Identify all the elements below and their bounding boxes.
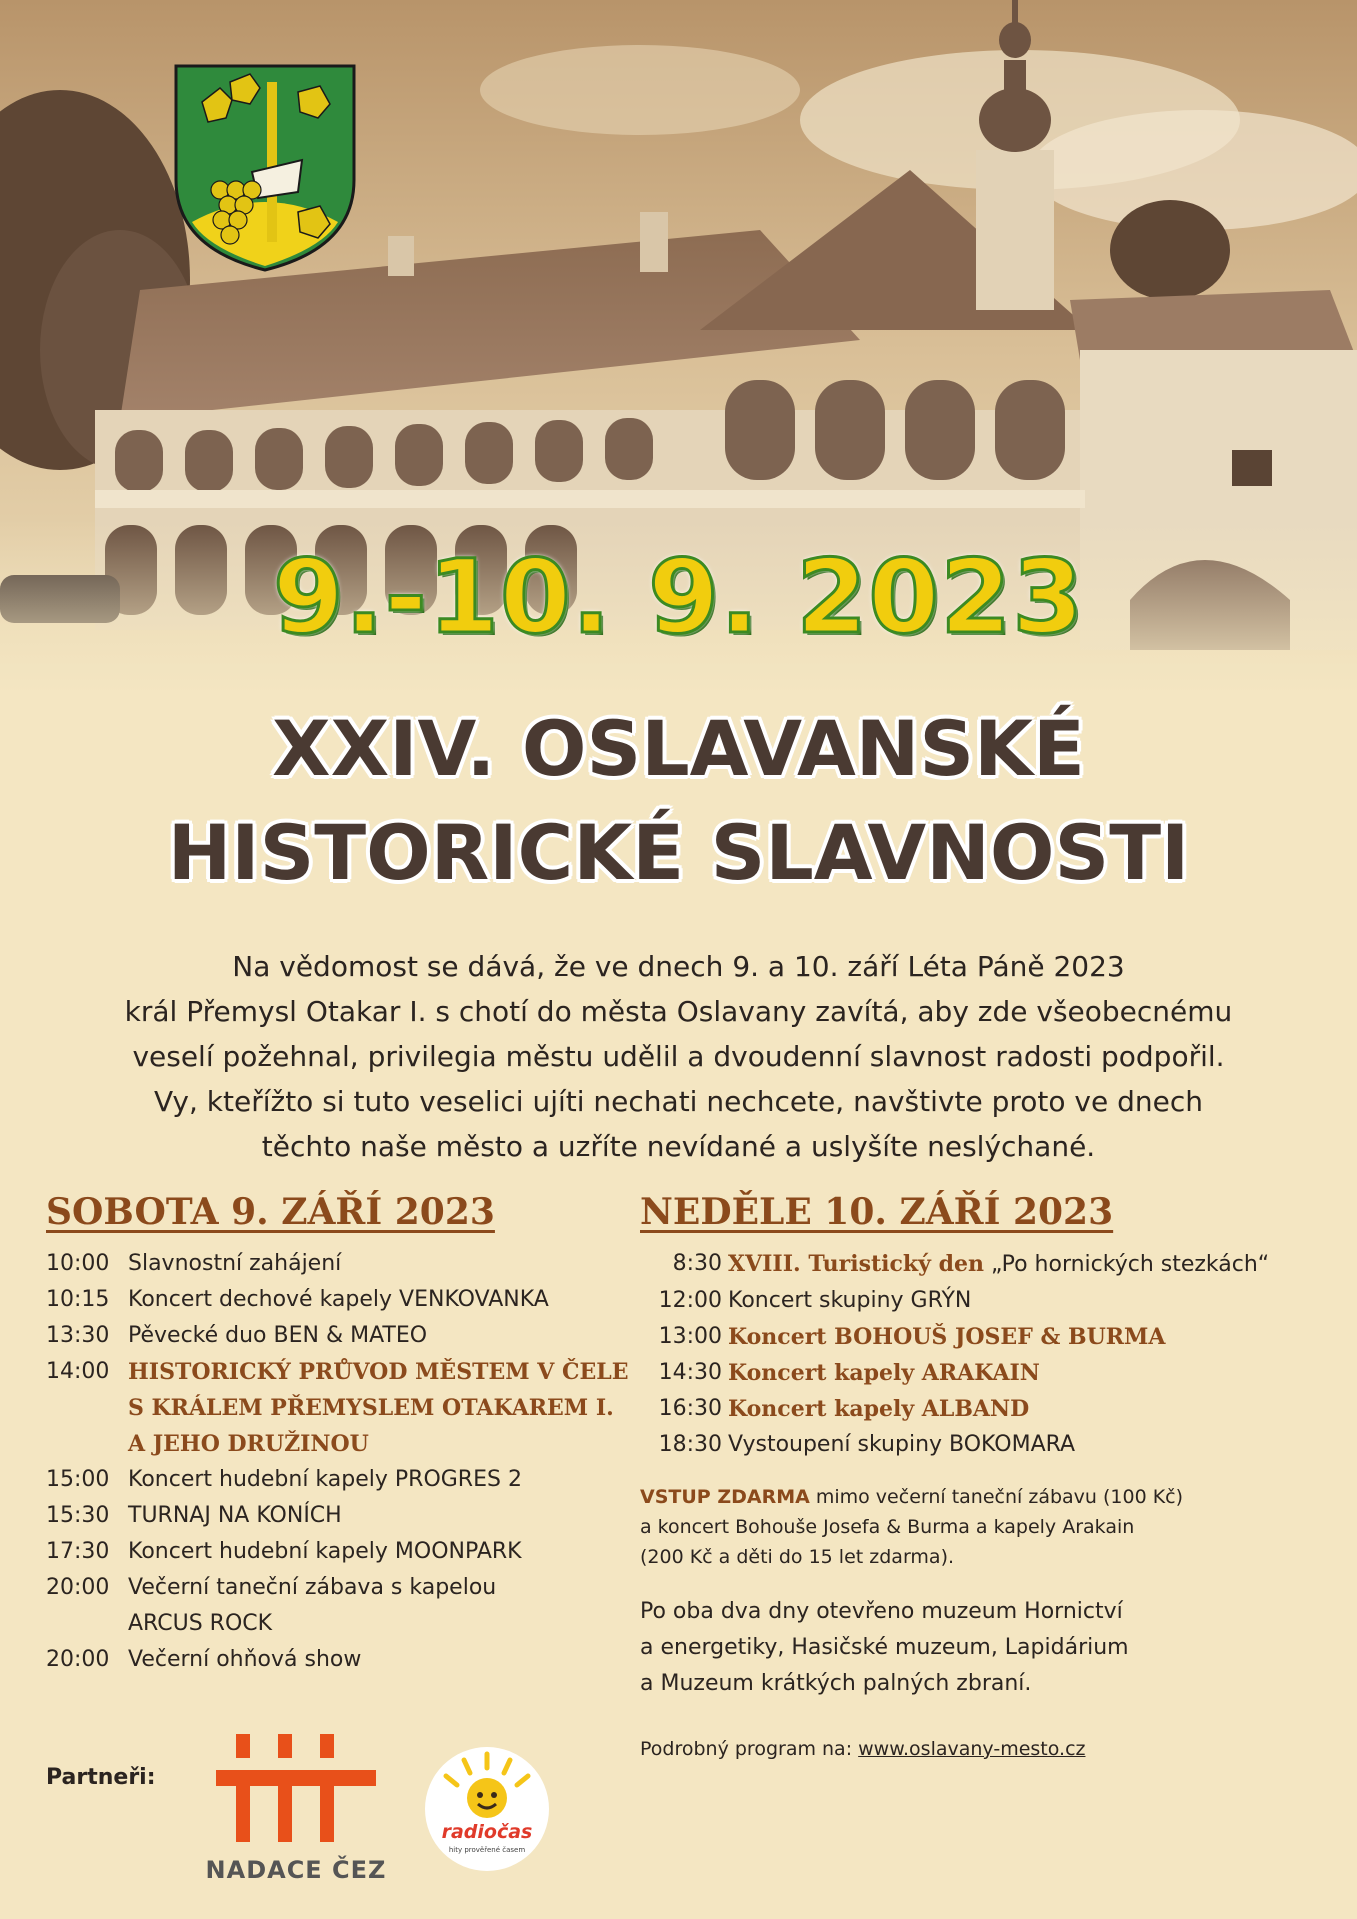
museum-info <box>640 1594 1330 1702</box>
entry-line: a koncert Bohouše Josefa & Burma a kapely Arakain <box>640 1516 1135 1538</box>
museum-line: Po oba dva dny otevřeno muzeum Hornictví <box>640 1599 1123 1624</box>
program-time: 16:30 <box>658 1396 722 1421</box>
program-time: 20:00 <box>46 1647 110 1672</box>
program-time: 12:00 <box>658 1288 722 1313</box>
proclamation-text <box>50 944 1307 1169</box>
program-item <box>640 1391 1330 1427</box>
program-time: 10:00 <box>46 1251 110 1276</box>
program-item <box>46 1570 616 1642</box>
proclamation-line: král Přemysl Otakar I. s chotí do města Oslavany zavítá, aby zde všeobecnému <box>124 995 1233 1028</box>
program-item <box>46 1246 616 1282</box>
saturday-program <box>46 1246 629 1678</box>
program-item <box>640 1283 1330 1319</box>
program-highlight <box>128 1354 628 1462</box>
procession-line1: HISTORICKÝ PRŮVOD MĚSTEM V ČELE <box>128 1359 629 1385</box>
program-item <box>640 1246 1330 1283</box>
radiocas-logo-icon <box>424 1746 550 1872</box>
radio-name: radiočas <box>441 1821 533 1843</box>
program-item <box>46 1282 616 1318</box>
cez-name: NADACE ČEZ <box>205 1856 387 1884</box>
program-text: TURNAJ NA KONÍCH <box>128 1503 342 1528</box>
program-time: 15:00 <box>46 1467 110 1492</box>
program-item <box>46 1642 616 1678</box>
program-text-mixed <box>728 1246 1269 1283</box>
program-time: 10:15 <box>46 1287 110 1312</box>
program-text: Slavnostní zahájení <box>128 1251 342 1276</box>
program-text-multiline <box>128 1570 496 1642</box>
program-time: 18:30 <box>658 1432 722 1457</box>
event-title-line1: XXIV. OSLAVANSKÉ <box>272 704 1085 793</box>
program-item-highlight <box>46 1354 629 1462</box>
procession-line3: A JEHO DRUŽINOU <box>128 1431 369 1457</box>
sunday-program <box>640 1246 1330 1463</box>
program-highlight: Koncert kapely ALBAND <box>728 1396 1030 1422</box>
entry-line: (200 Kč a děti do 15 let zdarma). <box>640 1546 955 1568</box>
entry-line <box>640 1482 1330 1512</box>
program-text: ARCUS ROCK <box>128 1611 273 1636</box>
proclamation-line: Na vědomost se dává, že ve dnech 9. a 10. září Léta Páně 2023 <box>232 950 1125 983</box>
program-text: Večerní taneční zábava s kapelou <box>128 1575 497 1600</box>
museum-line: a energetiky, Hasičské muzeum, Lapidárium <box>640 1635 1129 1660</box>
free-entry-label: VSTUP ZDARMA <box>640 1486 810 1508</box>
entry-text: mimo večerní taneční zábavu (100 Kč) <box>809 1486 1184 1508</box>
program-link[interactable]: www.oslavany-mesto.cz <box>858 1738 1086 1760</box>
details-label: Podrobný program na: <box>640 1738 859 1760</box>
program-time: 8:30 <box>672 1251 722 1276</box>
event-date: 9.-10. 9. 2023 <box>272 538 1085 657</box>
proclamation-line: veselí požehnal, privilegia městu udělil a dvoudenní slavnost radosti podpořil. <box>132 1040 1225 1073</box>
program-highlight: XVIII. Turistický den <box>728 1251 984 1277</box>
program-item <box>640 1427 1330 1463</box>
program-time: 14:30 <box>658 1360 722 1385</box>
program-text: Koncert skupiny GRÝN <box>728 1288 972 1313</box>
program-time: 13:30 <box>46 1323 110 1348</box>
program-text: Koncert hudební kapely MOONPARK <box>128 1539 522 1564</box>
coat-of-arms-icon <box>172 62 358 274</box>
radio-tagline: hity prověřené časem <box>448 1846 526 1854</box>
program-text: Pěvecké duo BEN & MATEO <box>128 1323 428 1348</box>
program-item <box>640 1319 1330 1355</box>
program-text: „Po hornických stezkách“ <box>984 1252 1270 1277</box>
program-highlight: Koncert BOHOUŠ JOSEF & BURMA <box>728 1324 1166 1350</box>
program-item <box>46 1318 616 1354</box>
event-title-line2: HISTORICKÉ SLAVNOSTI <box>167 808 1190 897</box>
saturday-heading: SOBOTA 9. ZÁŘÍ 2023 <box>46 1191 495 1233</box>
program-text: Vystoupení skupiny BOKOMARA <box>728 1432 1076 1457</box>
program-item <box>640 1355 1330 1391</box>
program-item <box>46 1462 616 1498</box>
program-time: 20:00 <box>46 1575 110 1600</box>
proclamation-line: Vy, kteřížto si tuto veselici ujíti nechati nechcete, navštivte proto ve dnech <box>154 1085 1203 1118</box>
museum-line: a Muzeum krátkých palných zbraní. <box>640 1671 1032 1696</box>
sunday-heading: NEDĚLE 10. ZÁŘÍ 2023 <box>640 1191 1114 1233</box>
program-details <box>640 1734 1330 1764</box>
procession-line2: S KRÁLEM PŘEMYSLEM OTAKAREM I. <box>128 1395 614 1421</box>
program-time: 15:30 <box>46 1503 110 1528</box>
program-text: Koncert dechové kapely VENKOVANKA <box>128 1287 549 1312</box>
program-text: Koncert hudební kapely PROGRES 2 <box>128 1467 522 1492</box>
partners-label: Partneři: <box>46 1765 156 1790</box>
entry-info <box>640 1482 1330 1572</box>
program-item <box>46 1534 616 1570</box>
proclamation-line: těchto naše město a uzříte nevídané a uslyšíte neslýchané. <box>261 1130 1096 1163</box>
program-text: Večerní ohňová show <box>128 1647 362 1672</box>
program-time: 13:00 <box>658 1324 722 1349</box>
program-item <box>46 1498 616 1534</box>
program-highlight: Koncert kapely ARAKAIN <box>728 1360 1040 1386</box>
program-time: 14:00 <box>46 1359 110 1384</box>
program-time: 17:30 <box>46 1539 110 1564</box>
